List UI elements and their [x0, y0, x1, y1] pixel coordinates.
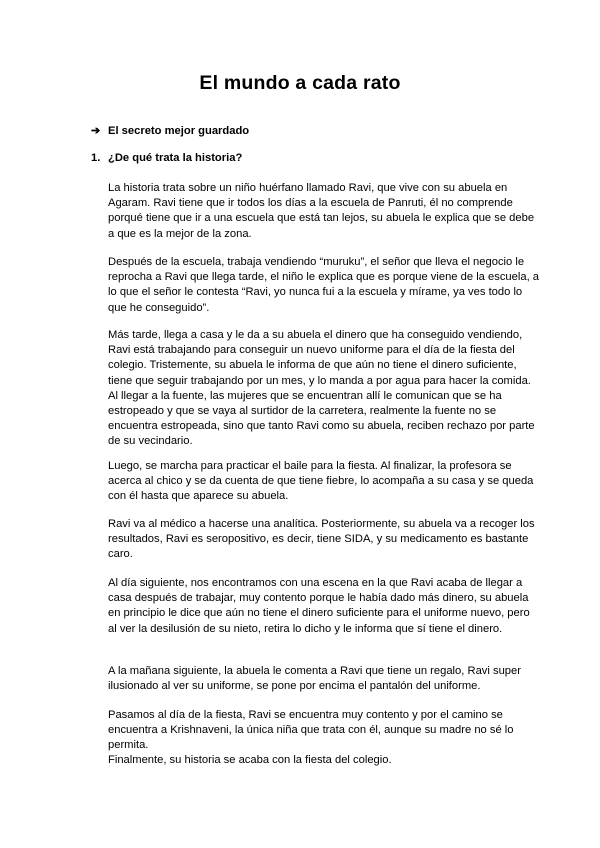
section-heading-label: El secreto mejor guardado: [108, 125, 250, 137]
paragraph-9: Finalmente, su historia se acaba con la fiesta del colegio.: [108, 754, 392, 766]
question-number: 1.: [91, 152, 101, 164]
arrow-icon: ➔: [91, 125, 101, 137]
paragraph-4: Luego, se marcha para practicar el baile para la fiesta. Al finalizar, la profesora se acerca al chico y se da cuenta de que tiene fiebre, lo acompaña a su casa y se queda con él hasta que aparece su abuela.: [108, 460, 534, 503]
paragraph-7: A la mañana siguiente, la abuela le comenta a Ravi que tiene un regalo, Ravi super ilusionado al ver su uniforme, se pone por encima el pantalón del uniforme.: [108, 665, 521, 693]
paragraph-1: La historia trata sobre un niño huérfano llamado Ravi, que vive con su abuela en Agaram. Ravi tiene que ir todos los días a la escuela de Panruti, él no comprende porqué tiene que ir a una escuela que está tan lejos, su abuela le explica que se debe a que es la mejor de la zona.: [108, 182, 535, 240]
section-heading: [91, 124, 249, 137]
question-text: ¿De qué trata la historia?: [108, 152, 243, 164]
paragraph-2: Después de la escuela, trabaja vendiendo “muruku”, el señor que lleva el negocio le reprocha a Ravi que llega tarde, el niño le explica que es porque viene de la escuela, a lo que el señor le contesta “Ravi, yo nunca fui a la escuela y mírame, ya ves todo lo que he conseguido”.: [108, 256, 540, 314]
document-title: El mundo a cada rato: [199, 72, 401, 94]
paragraph-6: Al día siguiente, nos encontramos con una escena en la que Ravi acaba de llegar a casa después de trabajar, muy contento porque le había dado más dinero, su abuela en principio le dice que aún no tiene el dinero suficiente para el uniforme nuevo, pero al ver la desilusión de su nieto, retira lo dicho y le informa que sí tiene el dinero.: [108, 577, 530, 635]
paragraph-5: Ravi va al médico a hacerse una analítica. Posteriormente, su abuela va a recoger los resultados, Ravi es seropositivo, es decir, tiene SIDA, y su medicamento es bastante caro.: [108, 518, 535, 561]
paragraph-8: Pasamos al día de la fiesta, Ravi se encuentra muy contento y por el camino se encuentra a Krishnaveni, la única niña que trata con él, aunque su madre no sé lo permita.: [108, 709, 514, 752]
paragraph-3: Más tarde, llega a casa y le da a su abuela el dinero que ha conseguido vendiendo, Ravi está trabajando para conseguir un nuevo uniforme para el día de la fiesta del colegio. Tristemente, su abuela le informa de que aún no tiene el dinero suficiente, tiene que seguir trabajando por un mes, y lo manda a por agua para hacer la comida. Al llegar a la fuente, las mujeres que se encuentran allí le comunican que se ha estropeado y que se vaya al surtidor de la carretera, realmente la fuente no se encuentra estropeada, sino que tanto Ravi como su abuela, reciben rechazo por parte de su vecindario.: [108, 329, 535, 448]
question-heading: [91, 152, 242, 164]
